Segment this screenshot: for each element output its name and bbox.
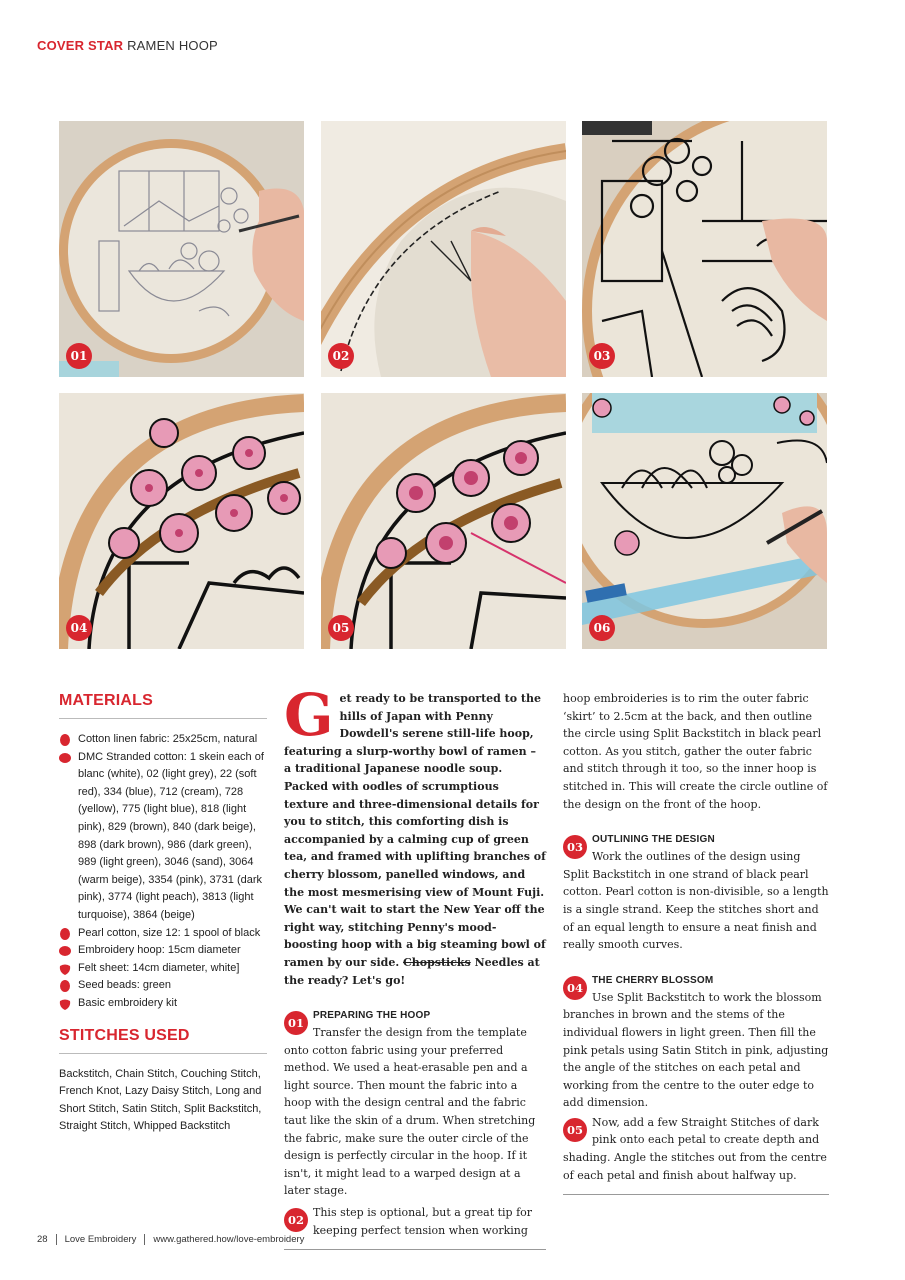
footer-divider (144, 1234, 145, 1245)
website-url: www.gathered.how/love-embroidery (153, 1234, 305, 1246)
spool-icon (59, 945, 71, 957)
step-badge: 04 (66, 615, 92, 641)
page-number: 28 (37, 1234, 48, 1246)
step-photo-01 (59, 121, 304, 377)
column-end-rule (284, 1249, 546, 1250)
step-01 (284, 1007, 546, 1200)
sidebar-column (59, 690, 267, 1136)
step-number: 01 (284, 1011, 308, 1035)
spool-icon (59, 963, 71, 975)
list-item: Pearl cotton, size 12: 1 spool of black (59, 925, 267, 943)
list-item: Basic embroidery kit (59, 995, 267, 1013)
step-heading: PREPARING THE HOOP (313, 1010, 431, 1022)
list-item: Seed beads: green (59, 977, 267, 995)
stitches-text: Backstitch, Chain Stitch, Couching Stitch, French Knot, Lazy Daisy Stitch, Long and Short Stitch, Satin Stitch, Split Backstitch, Straight Stitch, Whipped Backstitch (59, 1067, 262, 1133)
step-05 (563, 1114, 829, 1184)
step-02-continued: hoop embroideries is to rim the outer fabric ‘skirt’ to 2.5cm at the back, and then outline the circle using Split Backstitch in black pearl cotton. As you stitch, gather the outer fabric and stitch through it too, so the inner hoop is stitched in. This will create the circle outline of the design on the front of the hoop. (563, 692, 828, 811)
stitches-title: STITCHES USED (59, 1026, 190, 1044)
step-photo-06 (582, 393, 827, 649)
step-badge: 03 (589, 343, 615, 369)
step-number: 04 (563, 976, 587, 1000)
page-header (37, 38, 218, 53)
column-end-rule (563, 1194, 829, 1195)
step-number: 03 (563, 835, 587, 859)
page-footer (37, 1234, 304, 1245)
magazine-name: Love Embroidery (64, 1234, 137, 1246)
step-photo-04 (59, 393, 304, 649)
step-photo-05 (321, 393, 566, 649)
step-text: This step is optional, but a great tip for keeping perfect tension when working (313, 1206, 533, 1237)
step-text: Use Split Backstitch to work the blossom branches in brown and the stems of the individual flowers in light green. Then fill the pink petals using Satin Stitch in pink, adjusting the angle of the stitches on each petal and working from the centre to the outer edge to add dimension. (563, 990, 829, 1110)
list-item: Embroidery hoop: 15cm diameter (59, 942, 267, 960)
spool-icon (59, 734, 71, 746)
step-text: Work the outlines of the design using Split Backstitch in one strand of black pearl cotton. Pearl cotton is non-divisible, so a length is a single strand. Keep the stitches short and of an equal length to ensure a neat finish and really smooth curves. (563, 850, 829, 952)
materials-list (59, 731, 267, 1013)
dropcap: G (284, 681, 334, 749)
list-item: DMC Stranded cotton: 1 skein each of blanc (white), 02 (light grey), 22 (soft red), 334 (blue), 712 (cream), 728 (yellow), 775 (light blue), 818 (light pink), 829 (brown), 840 (dark beige), 898 (dark brown), 986 (dark green), 989 (light green), 3046 (sand), 3064 (warm beige), 3354 (pink), 3731 (dark pink), 3774 (light peach), 3813 (light turquoise), 3864 (beige) (59, 749, 267, 925)
step-number: 05 (563, 1118, 587, 1142)
stitches-rule (59, 1053, 267, 1054)
article-column-1 (284, 681, 546, 1250)
article-column-2 (563, 690, 829, 1195)
materials-rule (59, 718, 267, 719)
spool-icon (59, 998, 71, 1010)
intro-text: et ready to be transported to the hills of Japan with Penny Dowdell's serene still-life hoop, featuring a slurp-worthy bowl of ramen – a traditional Japanese noodle soup. Packed with oodles of scrumptious texture and three-dimensional details for you to stitch, this comforting dish is accompanied by a calming cup of green tea, and framed with uplifting branches of cherry blossom, panelled windows, and the most mesmerising view of Mount Fuji. We can't wait to start the New Year off the right way, stitching Penny's mood-boosting hoop with a big steaming bowl of ramen by our side. (284, 692, 546, 969)
intro-strike: Chopsticks (403, 955, 471, 969)
step-badge: 06 (589, 615, 615, 641)
step-text: Transfer the design from the template onto cotton fabric using your preferred method. We used a heat-erasable pen and a light source. Then mount the fabric into a hoop with the design central and the fabric taut like the skin of a drum. When stretching the fabric, make sure the outer circle of the design is perfectly circular in the hoop. If it isn't, it might lead to a warped design at a later stage. (284, 1026, 536, 1198)
spool-icon (59, 752, 71, 764)
step-badge: 02 (328, 343, 354, 369)
step-heading: THE CHERRY BLOSSOM (592, 974, 714, 986)
footer-divider (56, 1234, 57, 1245)
topic-label: RAMEN HOOP (127, 38, 218, 53)
spool-icon (59, 980, 71, 992)
step-04 (563, 972, 829, 1112)
section-label: COVER STAR (37, 38, 124, 53)
step-02 (284, 1204, 546, 1239)
step-number: 02 (284, 1208, 308, 1232)
step-photo-02 (321, 121, 566, 377)
intro-end: Needles at the ready? Let's go! (284, 955, 540, 987)
step-heading: OUTLINING THE DESIGN (592, 834, 715, 846)
step-photo-03 (582, 121, 827, 377)
step-03 (563, 831, 829, 954)
intro-paragraph (284, 681, 546, 989)
step-badge: 01 (66, 343, 92, 369)
materials-title: MATERIALS (59, 692, 153, 709)
list-item: Cotton linen fabric: 25x25cm, natural (59, 731, 267, 749)
list-item: Felt sheet: 14cm diameter, white] (59, 960, 267, 978)
spool-icon (59, 928, 71, 940)
step-badge: 05 (328, 615, 354, 641)
step-text: Now, add a few Straight Stitches of dark pink onto each petal to create depth and shading. Angle the stitches out from the centre of each petal and finish about halfway up. (563, 1115, 827, 1182)
